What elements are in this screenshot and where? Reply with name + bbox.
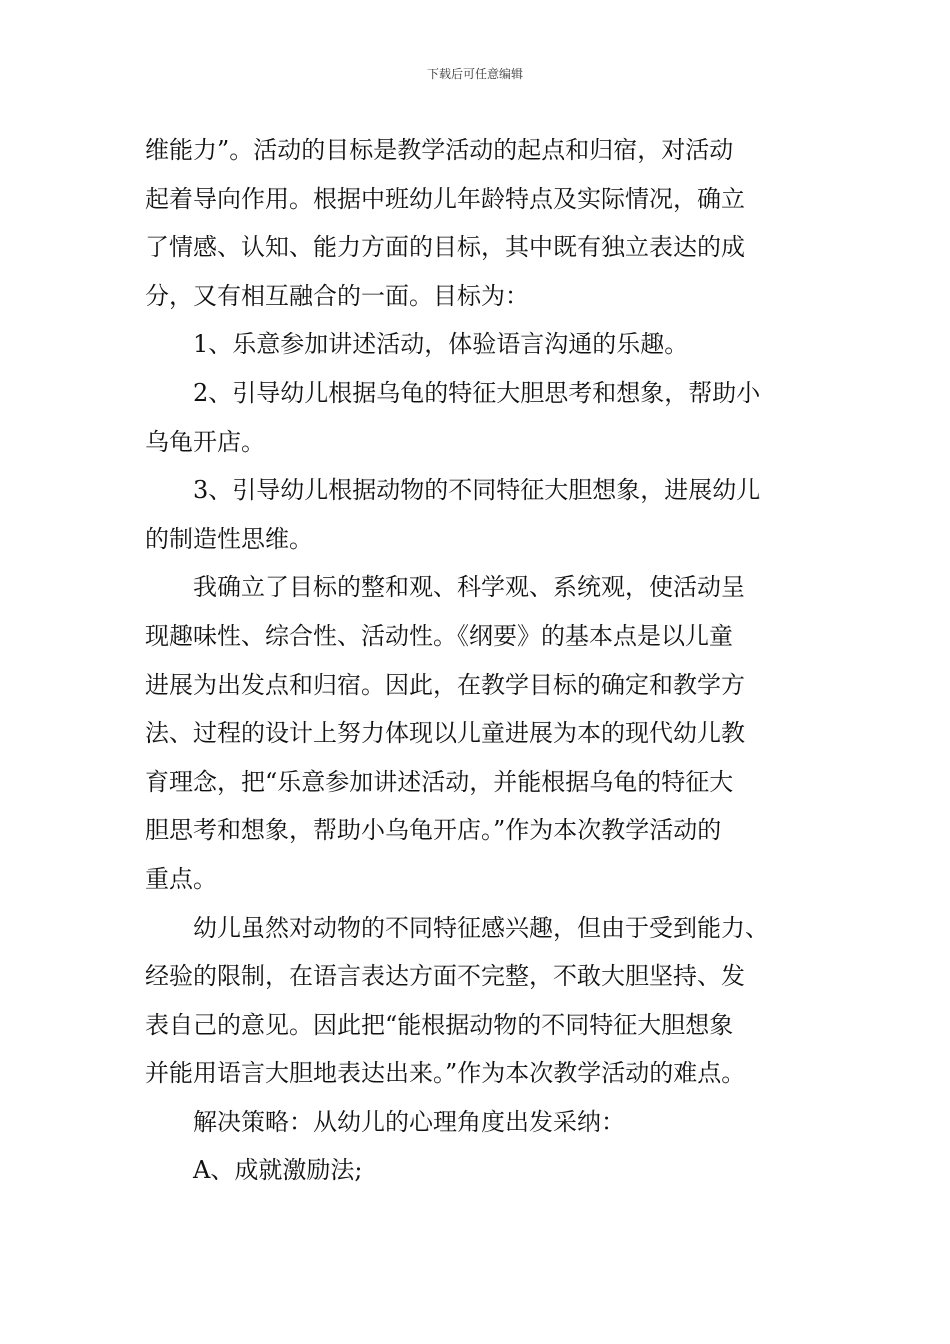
goal-item-2: 2、引导幼儿根据乌龟的特征大胆思考和想象，帮助小: [193, 378, 761, 407]
text-line: 育理念，把“乐意参加讲述活动，并能根据乌龟的特征大: [145, 767, 734, 796]
text-line: 分，又有相互融合的一面。目标为：: [145, 281, 529, 310]
text-line: 表自己的意见。因此把“能根据动物的不同特征大胆想象: [145, 1010, 734, 1039]
page-header: 下载后可任意编辑: [426, 67, 523, 81]
goal-item-1: 1、乐意参加讲述活动，体验语言沟通的乐趣。: [193, 330, 689, 359]
body-text: [145, 126, 810, 1195]
text-line: 并能用语言大胆地表达出来。”作为本次教学活动的难点。: [145, 1059, 746, 1088]
text-line: 胆思考和想象，帮助小乌龟开店。”作为本次教学活动的: [145, 816, 722, 845]
strategy-item-a: A、成就激励法;: [193, 1156, 363, 1185]
text-line: 现趣味性、综合性、活动性。《纲要》的基本点是以儿童: [145, 621, 733, 650]
strategy-heading: 解决策略：从幼儿的心理角度出发采纳：: [193, 1107, 625, 1136]
paragraph-start: 我确立了目标的整和观、科学观、系统观，使活动呈: [193, 573, 745, 602]
text-line: 经验的限制，在语言表达方面不完整，不敢大胆坚持、发: [145, 962, 745, 991]
text-line: 起着导向作用。根据中班幼儿年龄特点及实际情况，确立: [145, 184, 745, 213]
text-line: 法、过程的设计上努力体现以儿童进展为本的现代幼儿教: [145, 719, 745, 748]
paragraph-start: 幼儿虽然对动物的不同特征感兴趣，但由于受到能力、: [193, 913, 769, 942]
text-line: 了情感、认知、能力方面的目标，其中既有独立表达的成: [145, 233, 745, 262]
text-line: 重点。: [145, 864, 217, 893]
text-line: 维能力”。活动的目标是教学活动的起点和归宿，对活动: [145, 136, 734, 164]
goal-item-3: 3、引导幼儿根据动物的不同特征大胆想象，进展幼儿: [193, 476, 761, 505]
text-line: 进展为出发点和归宿。因此，在教学目标的确定和教学方: [145, 670, 745, 699]
text-line: 的制造性思维。: [145, 524, 313, 553]
text-line: 乌龟开店。: [145, 427, 265, 456]
